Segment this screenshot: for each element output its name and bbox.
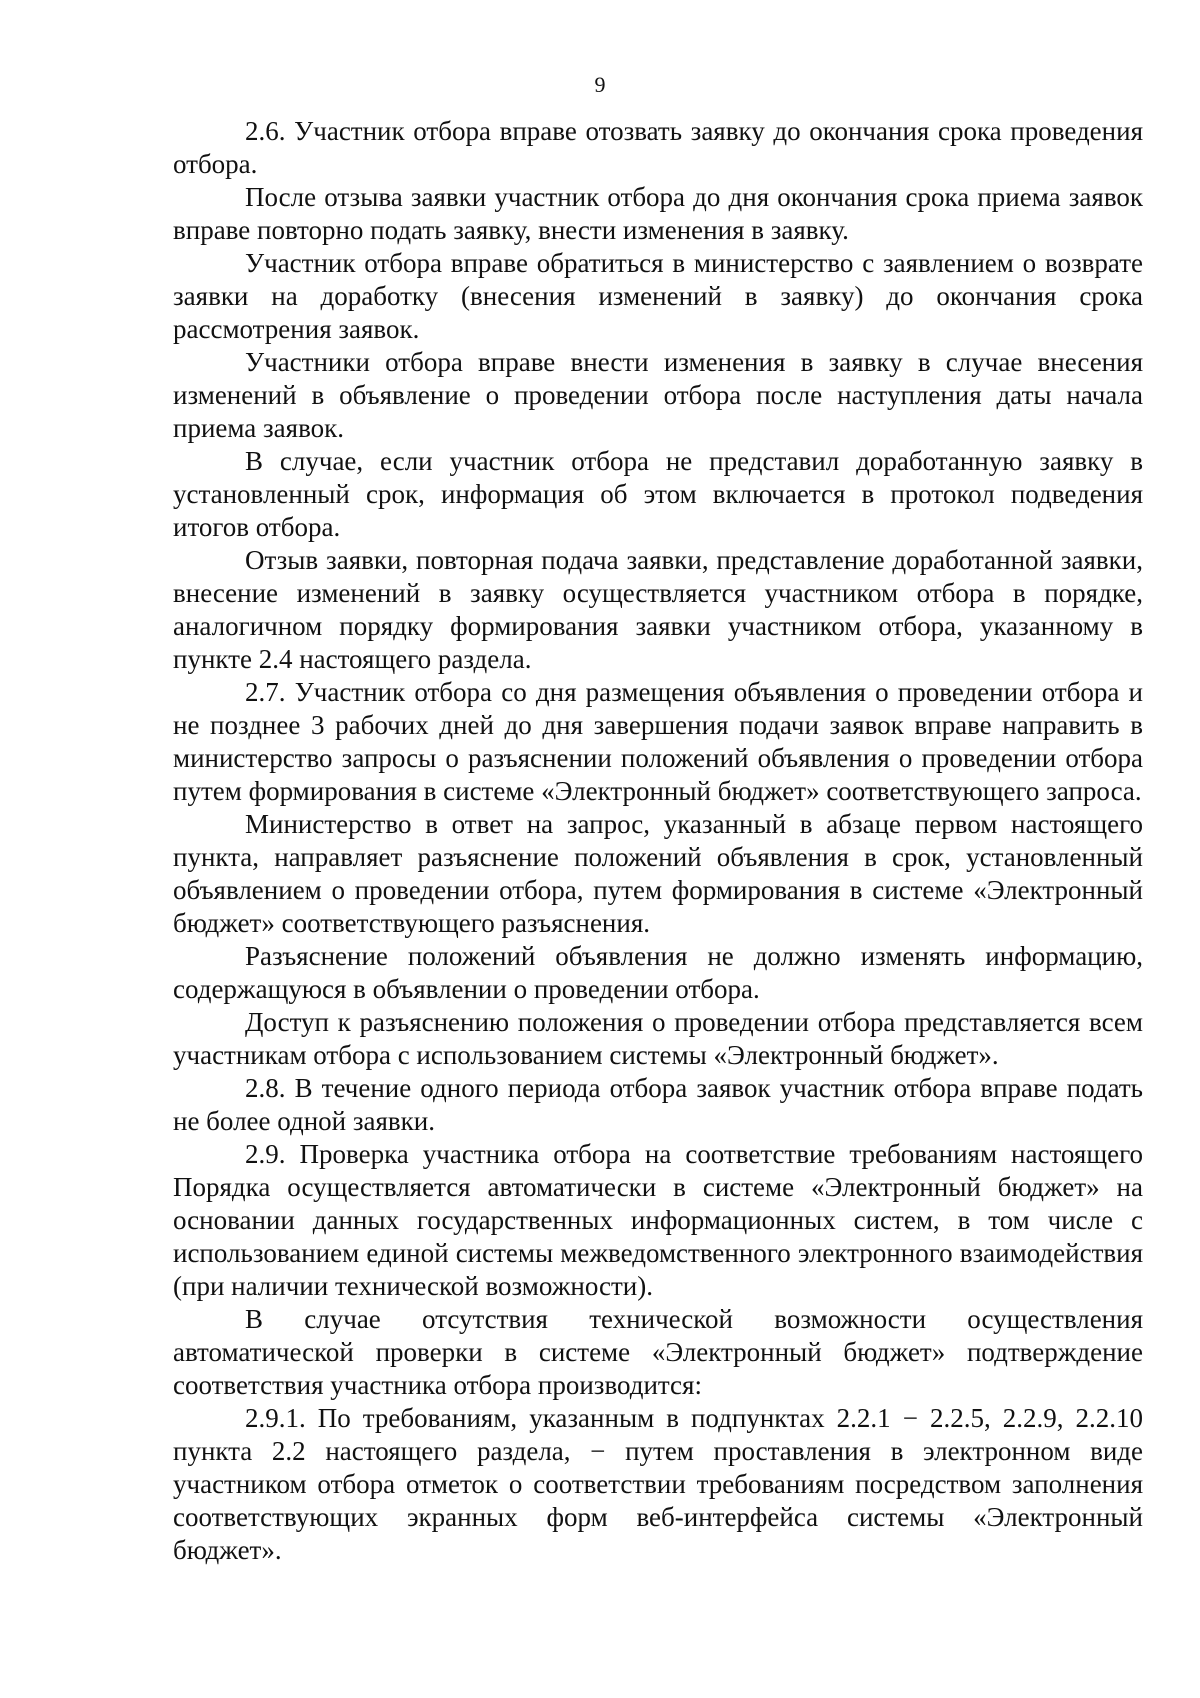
paragraph-no-automatic-check: В случае отсутствия технической возможности осуществления автоматической проверки в системе «Электронный бюджет» подтверждение соответствия участника отбора производится: [173,1304,1143,1400]
paragraph-return-for-revision: Участник отбора вправе обратиться в министерство с заявлением о возврате заявки на доработку (внесения изменений в заявку) до окончания срока рассмотрения заявок. [173,248,1143,344]
paragraph-clarification-access: Доступ к разъяснению положения о проведении отбора представляется всем участникам отбора с использованием системы «Электронный бюджет». [173,1007,1143,1070]
paragraph-2-7: 2.7. Участник отбора со дня размещения объявления о проведении отбора и не позднее 3 рабочих дней до дня завершения подачи заявок вправе направить в министерство запросы о разъяснении положений объявления о проведении отбора путем формирования в системе «Электронный бюджет» соответствующего запроса. [173,677,1143,806]
paragraph-2-9-1: 2.9.1. По требованиям, указанным в подпунктах 2.2.1 − 2.2.5, 2.2.9, 2.2.10 пункта 2.2 настоящего раздела, − путем проставления в электронном виде участником отбора отметок о соответствии требованиям посредством заполнения соответствующих экранных форм веб-интерфейса системы «Электронный бюджет». [173,1403,1143,1565]
document-body [173,115,1143,1567]
paragraph-resubmission: После отзыва заявки участник отбора до дня окончания срока приема заявок вправе повторно подать заявку, внести изменения в заявку. [173,182,1143,245]
paragraph-2-8: 2.8. В течение одного периода отбора заявок участник отбора вправе подать не более одной заявки. [173,1073,1143,1136]
paragraph-2-6: 2.6. Участник отбора вправе отозвать заявку до окончания срока проведения отбора. [173,116,1143,179]
paragraph-not-submitted-revision: В случае, если участник отбора не представил доработанную заявку в установленный срок, информация об этом включается в протокол подведения итогов отбора. [173,446,1143,542]
paragraph-withdrawal-procedure: Отзыв заявки, повторная подача заявки, представление доработанной заявки, внесение изменений в заявку осуществляется участником отбора в порядке, аналогичном порядку формирования заявки участником отбора, указанному в пункте 2.4 настоящего раздела. [173,545,1143,674]
paragraph-2-9: 2.9. Проверка участника отбора на соответствие требованиям настоящего Порядка осуществляется автоматически в системе «Электронный бюджет» на основании данных государственных информационных систем, в том числе с использованием единой системы межведомственного электронного взаимодействия (при наличии технической возможности). [173,1139,1143,1301]
paragraph-ministry-response: Министерство в ответ на запрос, указанный в абзаце первом настоящего пункта, направляет разъяснение положений объявления в срок, установленный объявлением о проведении отбора, путем формирования в системе «Электронный бюджет» соответствующего разъяснения. [173,809,1143,938]
paragraph-clarification-limits: Разъяснение положений объявления не должно изменять информацию, содержащуюся в объявлении о проведении отбора. [173,941,1143,1004]
page-number: 9 [594,72,606,97]
paragraph-changes-after-announcement: Участники отбора вправе внести изменения в заявку в случае внесения изменений в объявление о проведении отбора после наступления даты начала приема заявок. [173,347,1143,443]
